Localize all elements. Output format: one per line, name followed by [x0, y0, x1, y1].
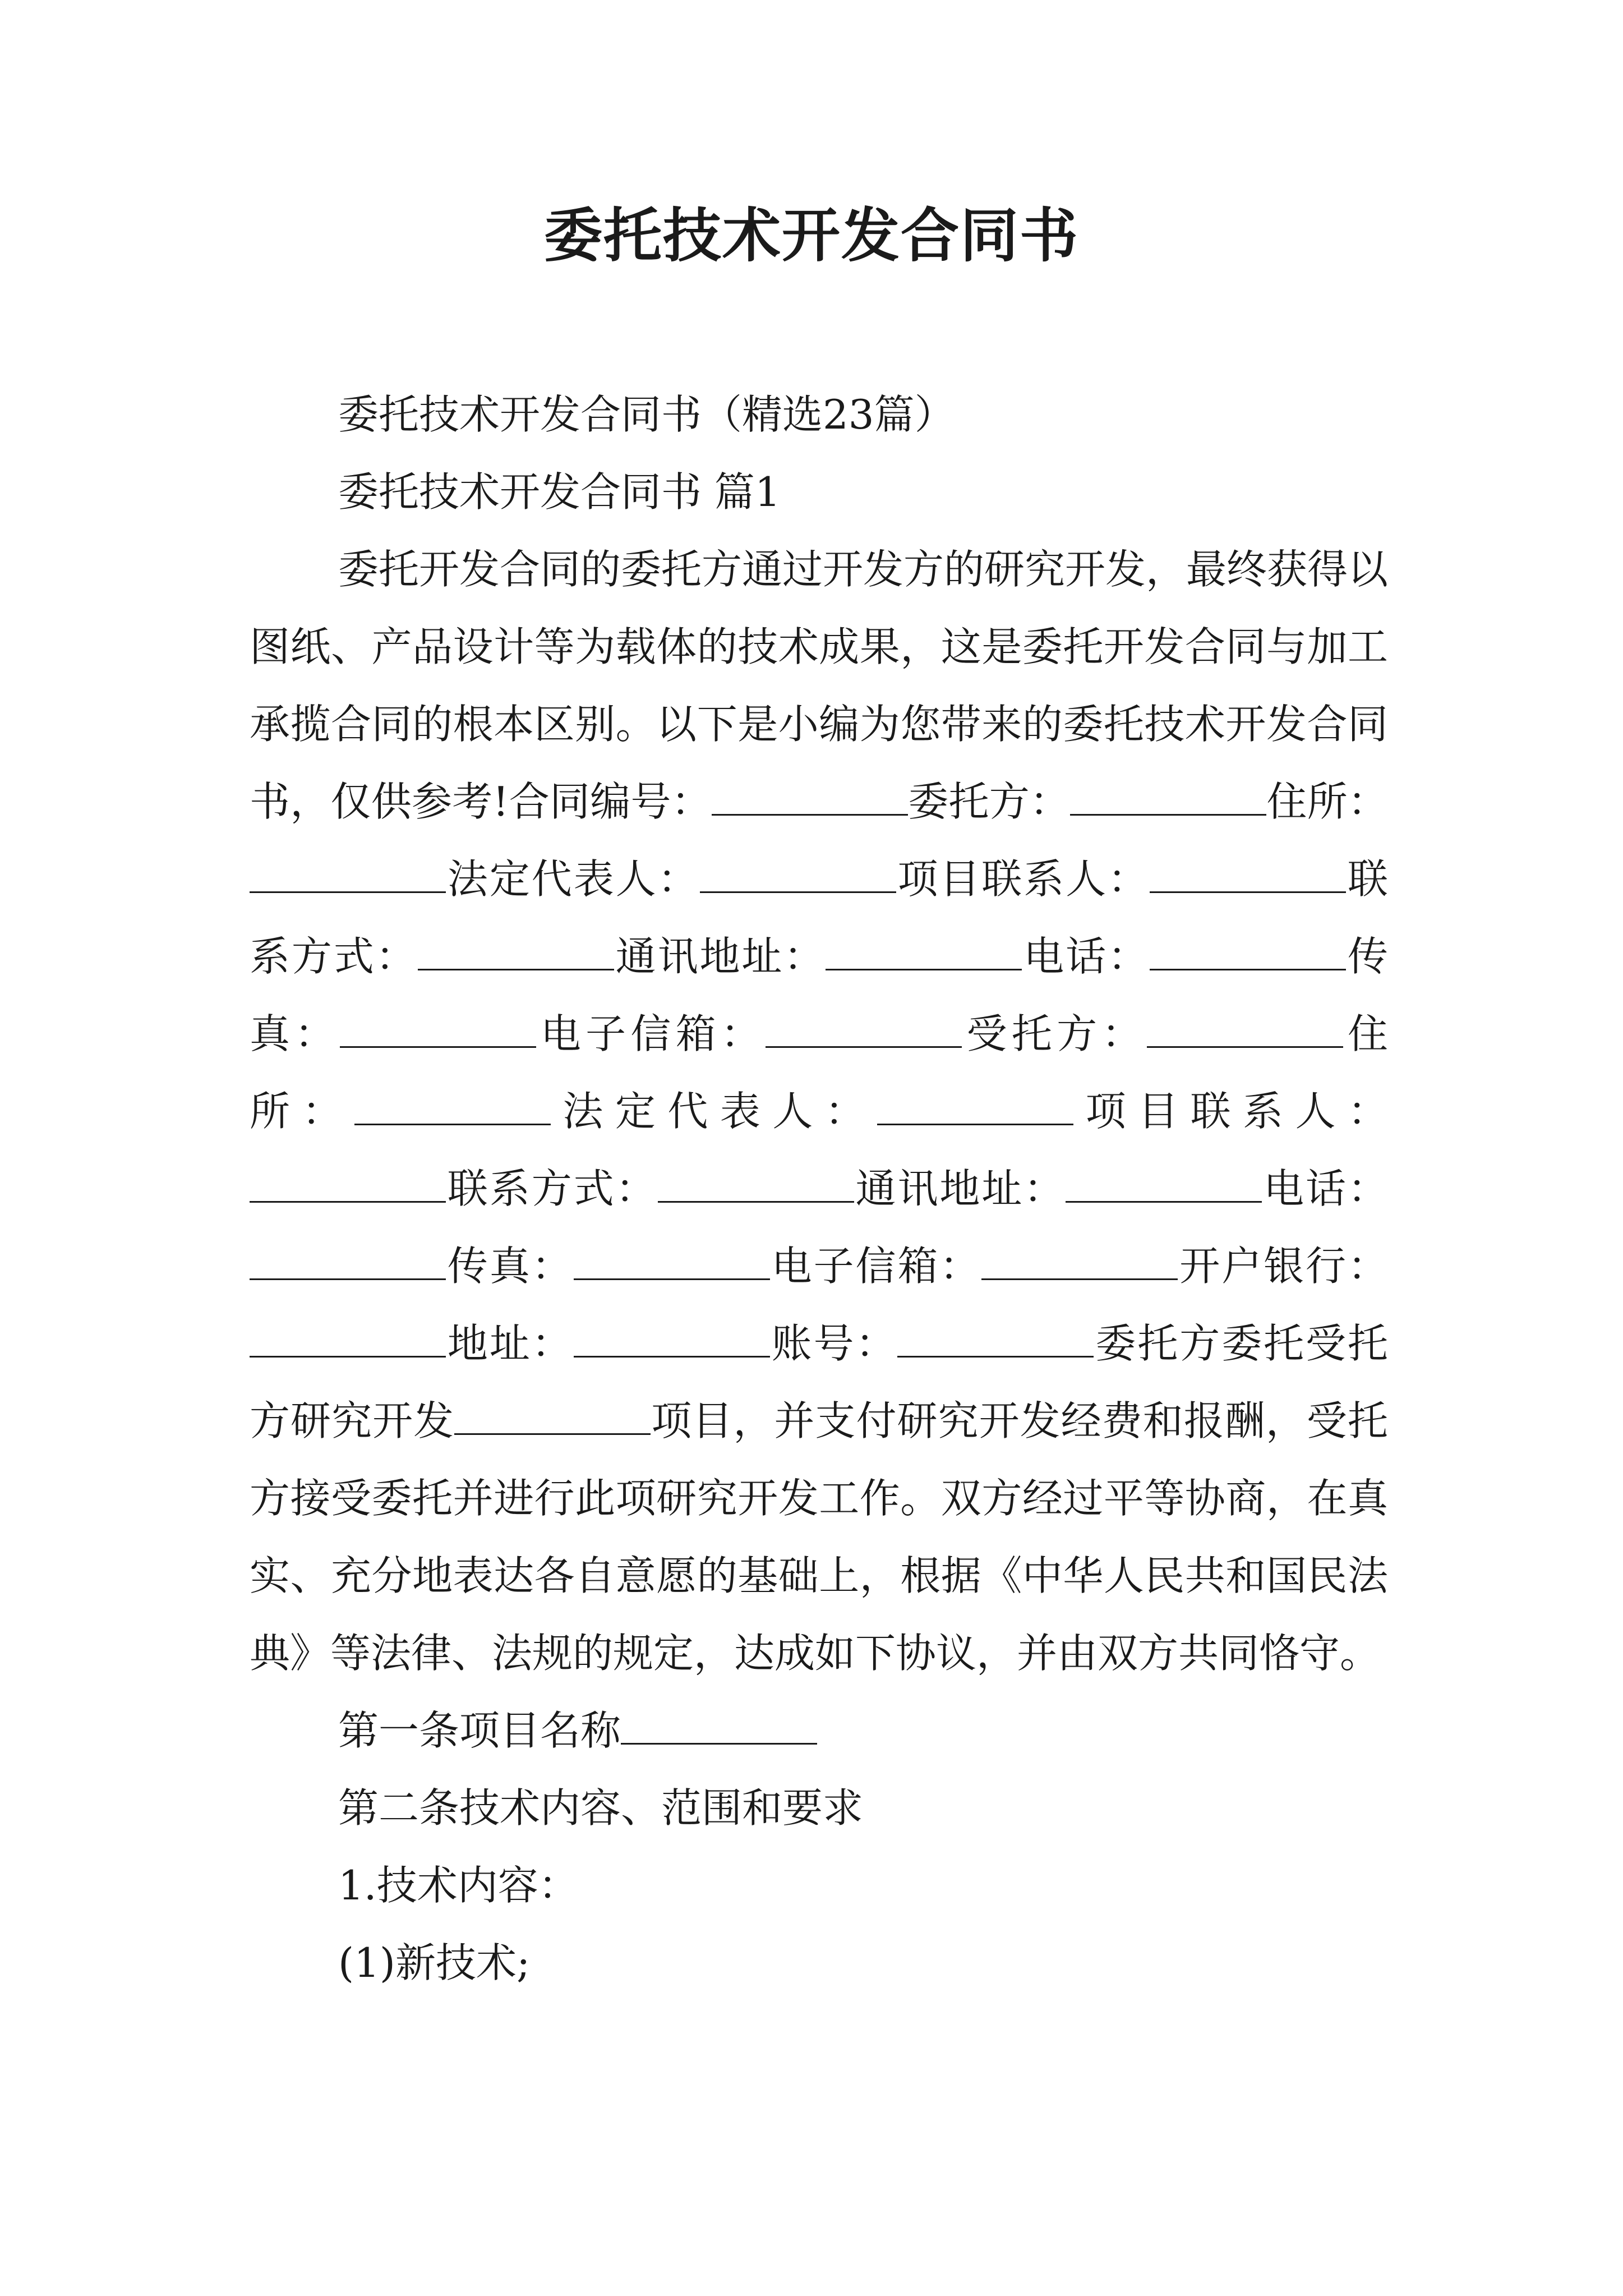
blank-contractor-legal-rep: [877, 1083, 1073, 1125]
field-contractor-contact-person: 项目联系人：: [1073, 1088, 1388, 1135]
field-contractor-mail-address: 通讯地址：: [854, 1165, 1066, 1212]
field-account: 账号：: [769, 1320, 898, 1367]
field-client-fax: 传真：: [250, 933, 1388, 1057]
blank-bank: [250, 1315, 446, 1358]
field-client-contact-person: 项目联系人：: [896, 855, 1150, 903]
field-bank: 开户银行：: [1178, 1243, 1388, 1290]
blank-contractor-contact-person: [250, 1161, 446, 1203]
field-contractor-legal-rep: 法定代表人：: [550, 1088, 878, 1135]
blank-contractor-phone: [250, 1238, 446, 1280]
item-1-1: (1)新技术;: [338, 1939, 531, 1986]
blank-client-mail-address: [826, 928, 1022, 970]
field-client-mail-address: 通讯地址：: [614, 933, 826, 980]
blank-contractor-address: [354, 1083, 551, 1125]
blank-account: [897, 1315, 1094, 1358]
agreement-part2: 项目，并支付研究开发经费和报酬，受托方接受委托并进行此项研究开发工作。双方经过平等协商，在真实、充分地表达各自意愿的基础上，根据《中华人民共和国民法典》等法律、法规的规定，达成如下协议，并由双方共同恪守。: [250, 1397, 1388, 1677]
document-subtitle: 委托技术开发合同书（精选23篇）: [338, 391, 955, 438]
field-client: 委托方：: [907, 778, 1071, 825]
article-1-label: 第一条项目名称: [338, 1707, 621, 1754]
blank-client-fax: [340, 1006, 536, 1048]
blank-contractor-email: [981, 1238, 1178, 1280]
blank-client-contact-method: [418, 928, 614, 970]
item-1: 1.技术内容：: [338, 1862, 579, 1909]
field-contract-no: 合同编号：: [509, 778, 712, 825]
field-contractor-fax: 传真：: [446, 1243, 574, 1290]
field-contractor-address: 住所：: [250, 1010, 1388, 1135]
blank-client-contact-person: [1150, 851, 1346, 893]
field-contractor: 受托方：: [962, 1010, 1147, 1057]
field-contractor-email: 电子信箱：: [769, 1243, 982, 1290]
blank-contract-no: [712, 774, 908, 816]
blank-bank-address: [574, 1315, 770, 1358]
article-1: [250, 1692, 1388, 1769]
field-client-email: 电子信箱：: [536, 1010, 766, 1057]
blank-client-phone: [1150, 928, 1346, 970]
intro-paragraph: [250, 531, 1388, 1692]
document-title: 委托技术开发合同书: [543, 201, 1079, 270]
field-contractor-contact-method: 联系方式：: [446, 1165, 658, 1212]
blank-client-email: [766, 1006, 962, 1048]
field-client-contact-method: 联系方式：: [250, 855, 1388, 980]
intro-text: 委托开发合同的委托方通过开发方的研究开发，最终获得以图纸、产品设计等为载体的技术成果，这是委托开发合同与加工承揽合同的根本区别。以下是小编为您带来的委托技术开发合同书，仅供参考!: [250, 546, 1389, 825]
blank-client-legal-rep: [700, 851, 896, 893]
field-client-legal-rep: 法定代表人：: [446, 855, 700, 903]
field-client-address: 住所：: [1266, 778, 1388, 825]
blank-client: [1070, 774, 1266, 816]
agreement-part1: 委托方委托受托方研究开发: [250, 1320, 1388, 1444]
article-2: 第二条技术内容、范围和要求: [338, 1784, 864, 1832]
section-heading: 委托技术开发合同书 篇1: [338, 468, 781, 516]
blank-contractor: [1147, 1006, 1343, 1048]
document-body: [250, 376, 1388, 2001]
blank-project: [454, 1393, 651, 1435]
blank-client-address: [250, 851, 446, 893]
blank-contractor-fax: [574, 1238, 770, 1280]
field-client-phone: 电话：: [1022, 933, 1150, 980]
blank-contractor-mail-address: [1066, 1161, 1262, 1203]
field-contractor-phone: 电话：: [1262, 1165, 1388, 1212]
blank-project-name: [621, 1703, 817, 1745]
field-bank-address: 地址：: [446, 1320, 574, 1367]
blank-contractor-contact-method: [658, 1161, 854, 1203]
